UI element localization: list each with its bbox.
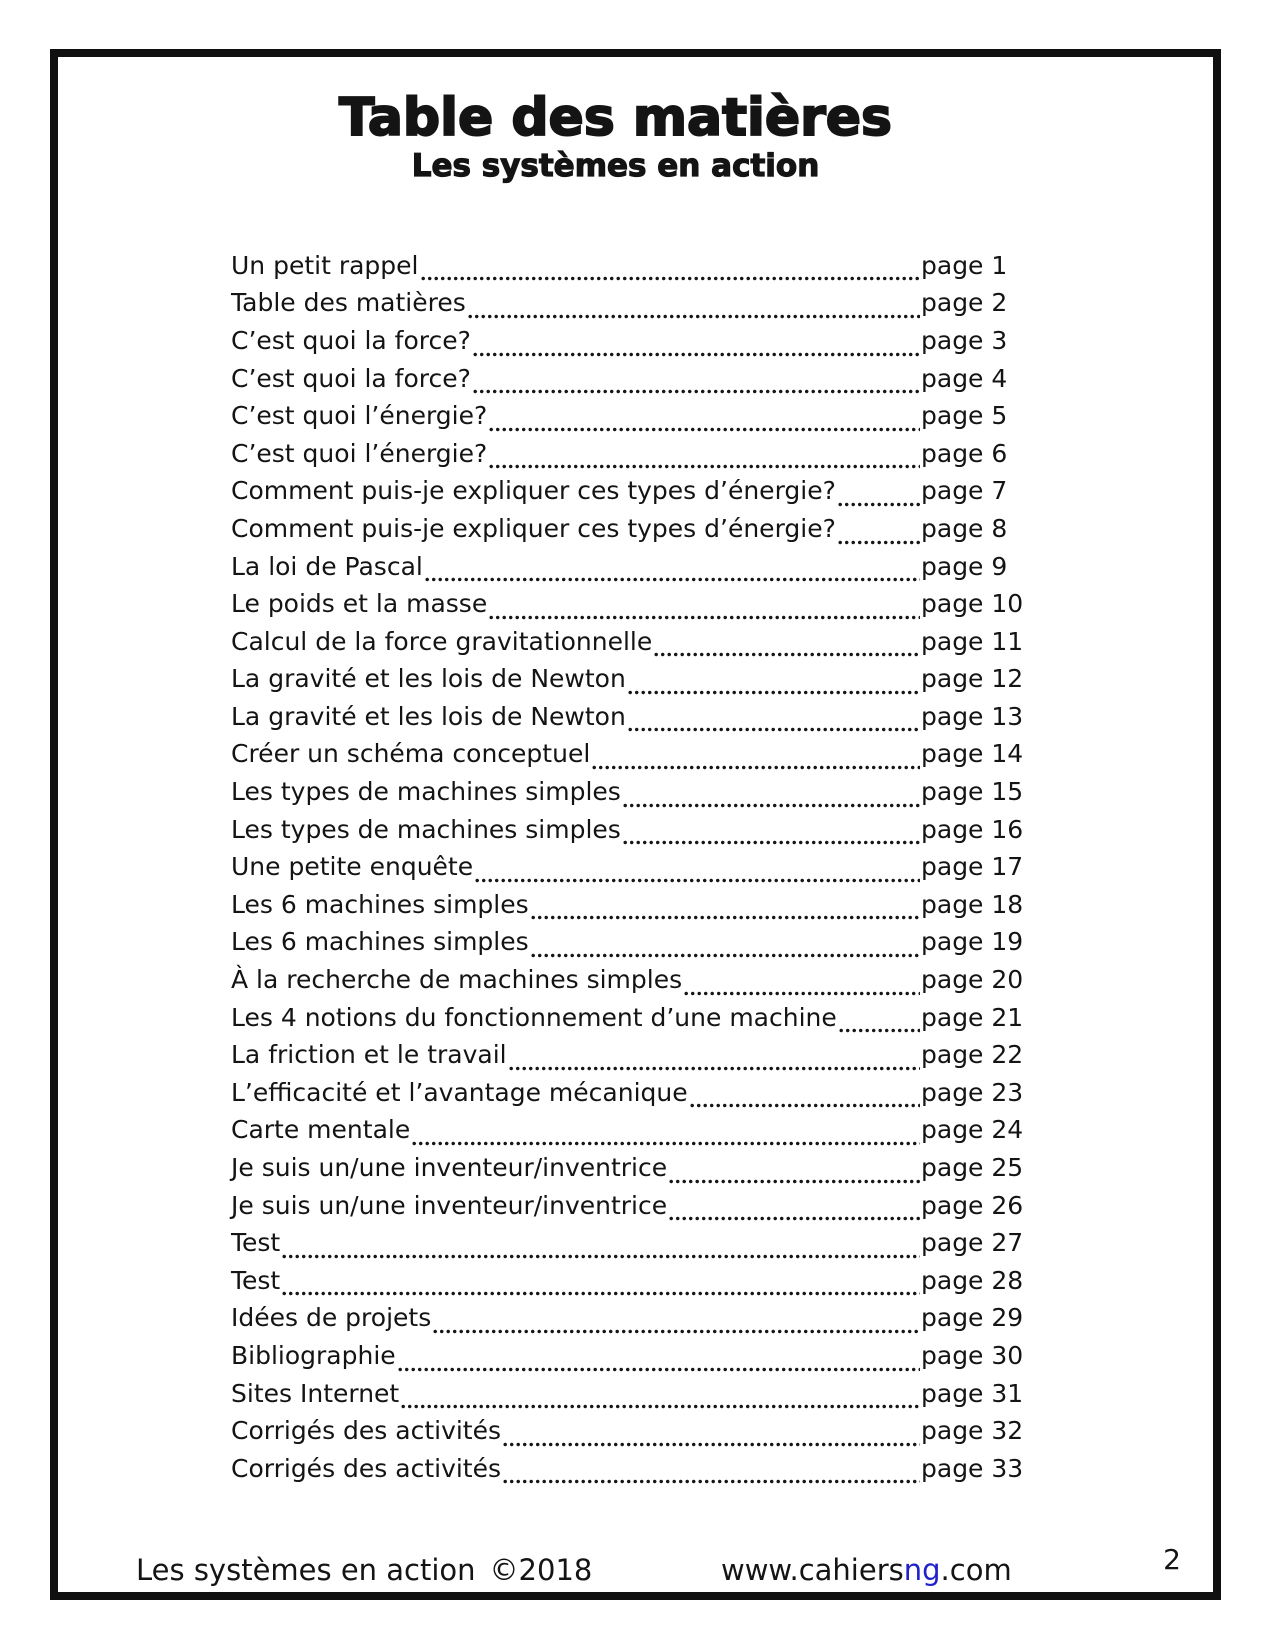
toc-entry — [231, 1040, 1043, 1078]
toc-entry-label: Sites Internet — [231, 1378, 400, 1408]
toc-entry — [231, 664, 1043, 702]
toc-entry-label: La loi de Pascal — [231, 551, 423, 581]
toc-entry-label: À la recherche de machines simples — [231, 965, 683, 995]
toc-entry-label: L’efficacité et l’avantage mécanique — [231, 1077, 688, 1107]
dot-leader — [838, 502, 920, 507]
dot-leader — [473, 389, 920, 394]
toc-entry — [231, 1191, 1043, 1229]
toc-entry — [231, 1228, 1043, 1266]
toc-entry — [231, 552, 1043, 590]
toc-entry-page-number: page 27 — [921, 1228, 1024, 1258]
dot-leader — [623, 803, 920, 808]
toc-entry — [231, 627, 1043, 665]
toc-entry-label: Les types de machines simples — [231, 814, 621, 844]
toc-entry — [231, 288, 1043, 326]
dot-leader — [654, 652, 920, 657]
toc-entry-label: Créer un schéma conceptuel — [231, 739, 591, 769]
page-border — [50, 49, 1221, 1600]
toc-entry-page-number: page 12 — [921, 664, 1024, 694]
dot-leader — [489, 615, 920, 620]
toc-entry — [231, 514, 1043, 552]
toc-entry — [231, 1115, 1043, 1153]
toc-entry-page-number: page 25 — [921, 1153, 1024, 1182]
toc-entry-page-number: page 22 — [921, 1040, 1024, 1070]
dot-leader — [531, 915, 920, 920]
toc-entry — [231, 401, 1043, 439]
dot-leader — [433, 1329, 920, 1334]
toc-entry — [231, 927, 1043, 965]
toc-entry-label: Corrigés des activités — [231, 1416, 502, 1446]
toc-entry-label: La friction et le travail — [231, 1040, 507, 1070]
toc-entry-page-number: page 2 — [921, 288, 1008, 318]
dot-leader — [412, 1141, 920, 1146]
dot-leader — [531, 953, 920, 958]
toc-entry-label: Comment puis-je expliquer ces types d’énergie? — [231, 476, 836, 506]
toc-entry-page-number: page 18 — [921, 889, 1024, 919]
dot-leader — [592, 765, 920, 770]
dot-leader — [421, 276, 921, 281]
dot-leader — [839, 1028, 920, 1033]
dot-leader — [282, 1291, 920, 1296]
toc-entry-page-number: page 9 — [921, 551, 1008, 581]
toc-entry-label: C’est quoi l’énergie? — [231, 401, 488, 431]
toc-entry — [231, 589, 1043, 627]
toc-entry-page-number: page 33 — [921, 1453, 1024, 1483]
toc-entry-label: Les 4 notions du fonctionnement d’une machine — [231, 1002, 837, 1032]
footer-page-number: 2 — [1163, 1543, 1181, 1576]
toc-entry-page-number: page 6 — [921, 438, 1008, 468]
toc-entry-label: Un petit rappel — [231, 250, 419, 280]
toc-entry — [231, 1078, 1043, 1116]
website-prefix: www.cahiers — [721, 1553, 904, 1587]
toc-entry-page-number: page 5 — [921, 401, 1008, 431]
toc-entry — [231, 1266, 1043, 1304]
dot-leader — [468, 314, 920, 319]
toc-entry-page-number: page 17 — [921, 852, 1024, 882]
dot-leader — [623, 840, 920, 845]
toc-entry-label: Corrigés des activités — [231, 1453, 502, 1483]
toc-entry-label: Le poids et la masse — [231, 589, 488, 619]
toc-entry-page-number: page 3 — [921, 325, 1008, 355]
table-of-contents — [231, 251, 1043, 1492]
toc-entry — [231, 1454, 1043, 1492]
toc-entry-page-number: page 15 — [921, 777, 1024, 807]
toc-entry-label: Je suis un/une inventeur/inventrice — [231, 1190, 668, 1220]
toc-entry-page-number: page 4 — [921, 363, 1008, 393]
toc-entry-page-number: page 10 — [921, 589, 1024, 619]
toc-entry — [231, 364, 1043, 402]
dot-leader — [669, 1216, 920, 1221]
dot-leader — [628, 727, 920, 732]
toc-entry-label: Bibliographie — [231, 1340, 396, 1370]
toc-entry — [231, 1416, 1043, 1454]
dot-leader — [684, 991, 920, 996]
toc-entry-page-number: page 7 — [921, 476, 1008, 506]
toc-entry-page-number: page 8 — [921, 513, 1008, 543]
footer-booklet-title — [136, 1553, 592, 1587]
toc-entry — [231, 439, 1043, 477]
dot-leader — [509, 1066, 920, 1071]
dot-leader — [282, 1254, 920, 1259]
toc-entry-label: Table des matières — [231, 288, 466, 318]
toc-entry — [231, 890, 1043, 928]
document-footer — [58, 1543, 1213, 1589]
toc-entry-page-number: page 21 — [921, 1002, 1024, 1032]
toc-entry-label: C’est quoi l’énergie? — [231, 438, 488, 468]
dot-leader — [489, 427, 920, 432]
toc-entry-label: Les types de machines simples — [231, 777, 621, 807]
toc-entry — [231, 702, 1043, 740]
toc-entry — [231, 815, 1043, 853]
toc-entry-page-number: page 23 — [921, 1077, 1024, 1107]
toc-entry — [231, 777, 1043, 815]
dot-leader — [489, 464, 920, 469]
toc-entry — [231, 852, 1043, 890]
dot-leader — [503, 1479, 920, 1484]
dot-leader — [475, 878, 920, 883]
toc-entry-page-number: page 29 — [921, 1303, 1024, 1333]
toc-entry-label: Comment puis-je expliquer ces types d’énergie? — [231, 513, 836, 543]
toc-entry-page-number: page 24 — [921, 1115, 1024, 1145]
toc-entry-label: Une petite enquête — [231, 852, 474, 882]
page-subtitle: Les systèmes en action — [411, 148, 820, 185]
dot-leader — [401, 1404, 920, 1409]
toc-entry — [231, 1379, 1043, 1417]
toc-entry — [231, 965, 1043, 1003]
dot-leader — [503, 1442, 920, 1447]
footer-website-link[interactable] — [721, 1553, 1012, 1587]
document-header — [58, 88, 1213, 185]
toc-entry — [231, 1341, 1043, 1379]
toc-entry-label: Je suis un/une inventeur/inventrice — [231, 1153, 668, 1182]
dot-leader — [838, 540, 920, 545]
toc-entry-label: Calcul de la force gravitationnelle — [231, 626, 653, 656]
toc-entry-label: Carte mentale — [231, 1115, 411, 1145]
dot-leader — [669, 1179, 920, 1184]
toc-entry-page-number: page 11 — [921, 626, 1024, 656]
toc-entry-page-number: page 14 — [921, 739, 1024, 769]
toc-entry-label: Les 6 machines simples — [231, 927, 529, 957]
toc-entry-page-number: page 31 — [921, 1378, 1024, 1408]
toc-entry-label: Test — [231, 1265, 281, 1295]
toc-entry — [231, 476, 1043, 514]
toc-entry-page-number: page 13 — [921, 701, 1024, 731]
dot-leader — [425, 577, 920, 582]
toc-entry — [231, 739, 1043, 777]
footer-booklet-name: Les systèmes en action — [136, 1553, 476, 1587]
toc-entry — [231, 251, 1043, 289]
toc-entry-page-number: page 30 — [921, 1340, 1024, 1370]
toc-entry-page-number: page 26 — [921, 1190, 1024, 1220]
toc-entry-page-number: page 20 — [921, 965, 1024, 995]
toc-entry-page-number: page 28 — [921, 1265, 1024, 1295]
page-title: Table des matières — [339, 88, 892, 148]
toc-entry-label: La gravité et les lois de Newton — [231, 701, 626, 731]
toc-entry-label: Idées de projets — [231, 1303, 432, 1333]
toc-entry-page-number: page 16 — [921, 814, 1024, 844]
dot-leader — [628, 690, 920, 695]
toc-entry — [231, 1303, 1043, 1341]
dot-leader — [398, 1367, 920, 1372]
toc-entry-label: Les 6 machines simples — [231, 889, 529, 919]
toc-entry-page-number: page 19 — [921, 927, 1024, 957]
dot-leader — [473, 352, 920, 357]
toc-entry — [231, 326, 1043, 364]
toc-entry-label: La gravité et les lois de Newton — [231, 664, 626, 694]
website-accent: ng — [903, 1553, 941, 1587]
website-suffix: .com — [940, 1553, 1012, 1587]
toc-entry — [231, 1153, 1043, 1191]
toc-entry-label: C’est quoi la force? — [231, 363, 471, 393]
toc-entry-label: Test — [231, 1228, 281, 1258]
toc-entry-page-number: page 32 — [921, 1416, 1024, 1446]
footer-copyright: ©2018 — [489, 1553, 593, 1587]
toc-entry — [231, 1003, 1043, 1041]
dot-leader — [690, 1103, 920, 1108]
toc-entry-label: C’est quoi la force? — [231, 325, 471, 355]
toc-entry-page-number: page 1 — [921, 250, 1008, 280]
